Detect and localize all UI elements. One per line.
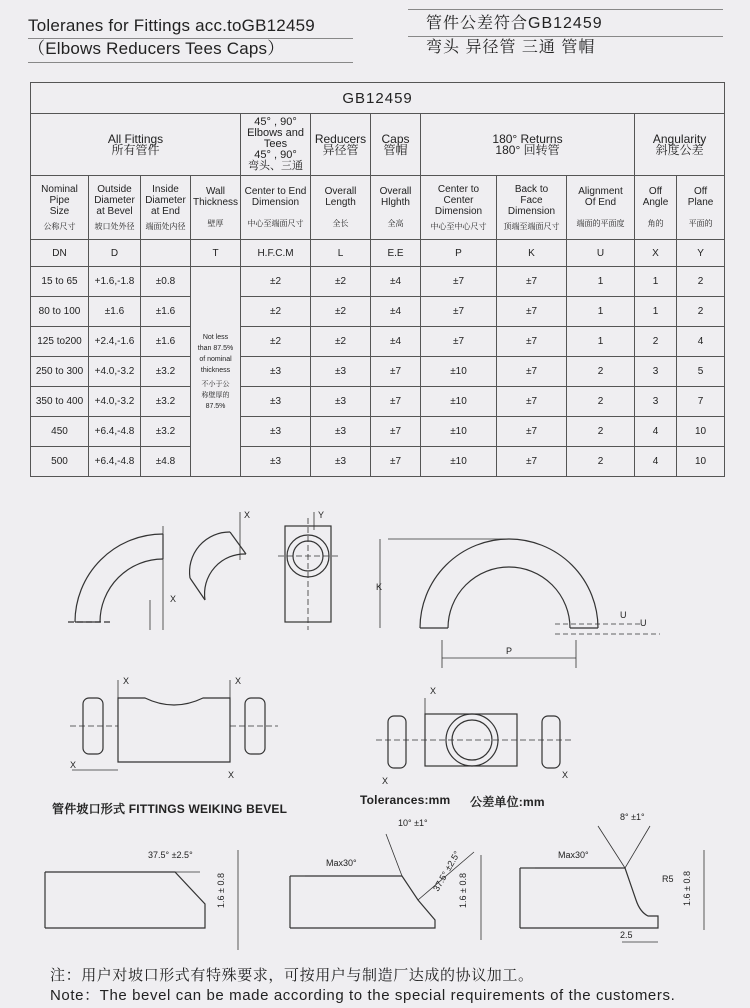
col-header-off-angle: Off Angle 角的	[635, 176, 677, 240]
table-row: 80 to 100 ±1.6 ±1.6 ±2 ±2 ±4 ±7 ±7 1 1 2	[31, 297, 725, 327]
table-row: 450 +6.4,-4.8 ±3.2 ±3 ±3 ±7 ±10 ±7 2 4 10	[31, 417, 725, 447]
col-header-overall-height: Overall Hlghth 全高	[371, 176, 421, 240]
header-subtitle-cn: 弯头 异径管 三通 管帽	[426, 39, 596, 56]
label-k: K	[376, 582, 383, 592]
label-x: X	[170, 594, 177, 604]
caption-tolerance-cn: 公差单位:mm	[470, 795, 545, 809]
col-header-wall-thickness: Wall Thickness 壁厚	[191, 176, 241, 240]
group-180-returns: 180° Returns 180° 回转管	[421, 114, 635, 176]
table-row: 125 to200 +2.4,-1.6 ±1.6 ±2 ±2 ±4 ±7 ±7 1 2 4	[31, 327, 725, 357]
table-row: 350 to 400 +4.0,-3.2 ±3.2 ±3 ±3 ±7 ±10 ±7 2 3 7	[31, 387, 725, 417]
label-land: 1.6 ± 0.8	[682, 871, 692, 906]
col-header-nominal-size: Nominal Pipe Size 公称尺寸	[31, 176, 89, 240]
col-header-back-to-face: Back to Face Dimension 顶端至端面尺寸	[497, 176, 567, 240]
label-u: U	[620, 610, 627, 620]
col-header-overall-length: Overall Length 全长	[311, 176, 371, 240]
header-subtitle-en: （Elbows Reducers Tees Caps）	[28, 39, 285, 58]
caption-tolerance-en: Tolerances:mm	[360, 793, 451, 807]
col-header-center-to-center: Center to Center Dimension 中心至中心尺寸	[421, 176, 497, 240]
col-header-center-to-end: Center to End Dimension 中心至端面尺寸	[241, 176, 311, 240]
caption-bevel: 管件坡口形式 FITTINGS WEIKING BEVEL	[52, 802, 288, 816]
wall-thickness-note: Not less than 87.5% of nominal thickness 不小于公 称壁厚的 87.5%	[191, 267, 241, 477]
table-title: GB12459	[31, 83, 725, 114]
group-elbows-tees: 45° , 90° Elbows and Tees 45° , 90° 弯头、三通	[241, 114, 311, 176]
label-bevel-angle: 8° ±1°	[620, 812, 645, 822]
group-reducers: Reducers 异径管	[311, 114, 371, 176]
return-180-drawing	[376, 539, 660, 668]
label-bevel-angle: 10° ±1°	[398, 818, 428, 828]
label-max-angle: Max30°	[558, 850, 589, 860]
label-land: 1.6 ± 0.8	[216, 873, 226, 908]
label-x: X	[430, 686, 437, 696]
label-x: X	[123, 676, 130, 686]
elbow-45-drawing	[190, 510, 250, 600]
label-bevel-angle: 37.5° ±2.5°	[431, 849, 463, 893]
header-title-en: Toleranes for Fittings acc.toGB12459	[28, 16, 315, 35]
label-x: X	[562, 770, 569, 780]
group-all-fittings: All Fittings 所有管件	[31, 114, 241, 176]
label-x: X	[244, 510, 251, 520]
label-max-angle: Max30°	[326, 858, 357, 868]
bevel-profile-c	[520, 812, 704, 942]
label-p: P	[506, 646, 513, 656]
symbol-row: DN D T H.F.C.M L E.E P K U X Y	[31, 240, 725, 267]
label-x: X	[228, 770, 235, 780]
group-angularity: Angularity 斜度公差	[635, 114, 725, 176]
note-en: Note：The bevel can be made according to the special requirements of the customers.	[50, 987, 676, 1004]
label-u: U	[640, 618, 647, 628]
group-caps: Caps 管帽	[371, 114, 421, 176]
table-row: 15 to 65 +1.6,-1.8 ±0.8 Not less than 87.5% of nominal thickness 不小于公 称壁厚的 87.5% ±2 ±2 ±4 ±7 ±7 1 1 2	[31, 267, 725, 297]
label-land: 1.6 ± 0.8	[458, 873, 468, 908]
elbow-90-drawing	[68, 526, 176, 630]
table-row: 250 to 300 +4.0,-3.2 ±3.2 ±3 ±3 ±7 ±10 ±7 2 3 5	[31, 357, 725, 387]
tee-drawing	[70, 676, 278, 780]
label-radius: R5	[662, 874, 674, 884]
table-row: 500 +6.4,-4.8 ±4.8 ±3 ±3 ±7 ±10 ±7 2 4 10	[31, 447, 725, 477]
label-y: Y	[318, 510, 325, 520]
tee-branch-drawing	[376, 686, 572, 786]
label-x: X	[382, 776, 389, 786]
col-header-inside-diameter: Inside Diameter at End 端面处内径	[141, 176, 191, 240]
col-header-alignment: Alignment Of End 端面的平面度	[567, 176, 635, 240]
header-title-cn: 管件公差符合GB12459	[426, 15, 603, 32]
col-header-outside-diameter: Outside Diameter at Bevel 坡口处外径	[89, 176, 141, 240]
label-x: X	[70, 760, 77, 770]
note-cn: 注：用户对坡口形式有特殊要求，可按用户与制造厂达成的协议加工。	[50, 967, 534, 984]
col-header-off-plane: Off Plane 平面的	[677, 176, 725, 240]
label-x: X	[235, 676, 242, 686]
bevel-profile-b	[290, 818, 481, 940]
bevel-profile-a	[45, 850, 238, 950]
label-bevel-angle: 37.5° ±2.5°	[148, 850, 193, 860]
label-width: 2.5	[620, 930, 633, 940]
cap-drawing	[278, 510, 340, 630]
